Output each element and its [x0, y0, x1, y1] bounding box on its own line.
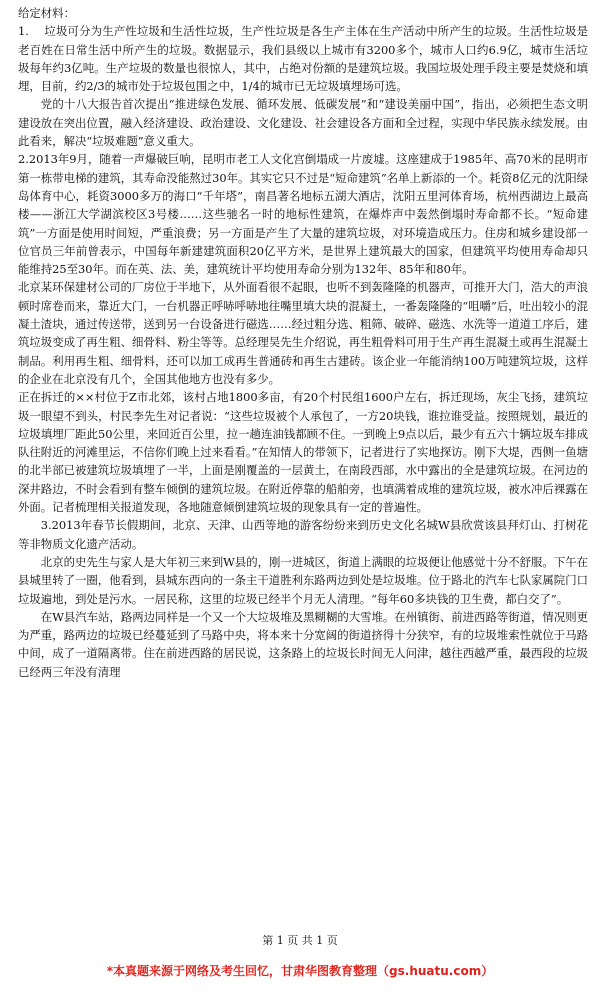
paragraph-5-demolition-village: 正在拆迁的××村位于Z市北郊，该村占地1800多亩，有20个村民组1600户左右，拆迁现场，灰尘飞扬，建筑垃圾一眼望不到头，村民李先生对记者说：“这些垃圾被个人承包了，一方20块钱，谁拉谁受益。按照规划，最近的垃圾填埋厂距此50公里，来回近百公里，拉一趟连油钱都顾不住。一到晚上9点以后，最少有五六十辆垃圾车排成队往附近的河滩里运，不信你们晚上过来看看。”在知情人的带领下，记者进行了实地探访。刚下大堤，西侧一鱼塘的北半部已被建筑垃圾填埋了一半，上面是刚覆盖的一层黄土，在南段西部，水中露出的全是建筑垃圾。在河边的深井路边，不时会看到有整车倾倒的建筑垃圾。在附近停靠的船舶旁，也填满着成堆的建筑垃圾，被水冲后裸露在外面。记者梳理相关报道发现，各地随意倾倒建筑垃圾的现象具有一定的普遍性。: [18, 390, 588, 515]
source-note: *本真题来源于网络及考生回忆，甘肃华图教育整理（gs.huatu.com）: [106, 964, 494, 978]
paragraph-8-bus-station: 在W县汽车站，路两边同样是一个又一个大垃圾堆及黑糊糊的大雪堆。在州镇街、前进西路等街道，情况则更为严重，路两边的垃圾已经蔓延到了马路中央，将本来十分宽阔的街道挤得十分狭窄，有的垃圾堆索性就位于马路中间，成了一道隔离带。住在前进西路的居民说，这条路上的垃圾长时间无人问津，越往西越严重，最西段的垃圾已经两三年没有清理: [18, 609, 588, 679]
paragraph-1-garbage-overview: 1. 垃圾可分为生产性垃圾和生活性垃圾，生产性垃圾是各生产主体在生产活动中所产生的垃圾。生活性垃圾是老百姓在日常生活中所产生的垃圾。数据显示，我们县级以上城市有3200多个，城市人口约6.9亿，城市生活垃圾每年约3亿吨。生产垃圾的数量也很惊人，其中，占绝对份额的是建筑垃圾。我国垃圾处理手段主要是焚烧和填埋，目前，约2/3的城市处于垃圾包围之中，1/4的城市已无垃圾填埋场可选。: [18, 24, 588, 94]
page-number: 第 1 页 共 1 页: [262, 934, 338, 947]
paragraph-4-recycling-company: 北京某环保建材公司的厂房位于半地下，从外面看很不起眼，也听不到轰隆隆的机器声，可推开大门，浩大的声浪顿时席卷而来，靠近大门，一台机器正呼哧呼哧地往嘴里填大块的混凝土，一番轰隆隆的“咀嚼”后，吐出较小的混凝土渣块，通过传送带，送到另一台设备进行磁选……经过粗分选、粗筛、破碎、磁选、水洗等一道道工序后，建筑垃圾变成了再生粗、细骨料、粉尘等等。总经理吴先生介绍说，再生粗骨料可用于生产再生混凝土或再生混凝土制品。利用再生粗、细骨料，还可以加工成再生普通砖和再生古建砖。该企业一年能消纳100万吨建筑垃圾，这样的企业在北京没有几个，全国其他地方也没有多少。: [18, 280, 588, 386]
paragraph-3-short-lived-buildings: 2.2013年9月，随着一声爆破巨响，昆明市老工人文化宫倒塌成一片废墟。这座建成于1985年、高70米的昆明市第一栋带电梯的建筑，其寿命没能熬过30年。其实它只不过是“短命建筑”名单上新添的一个。耗资8亿元的沈阳绿岛体育中心，耗资3000多万的海口“千年塔”，南昌著名地标五湖大酒店，沈阳五里河体育场，杭州西湖边上最高楼——浙江大学湖滨校区3号楼……这些驰名一时的地标性建筑，在爆炸声中轰然倒塌时寿命都不长。“短命建筑”一方面是使用时间短，严重浪费；另一方面是产生了大量的建筑垃圾，对环境造成压力。住房和城乡建设部一位官员三年前曾表示，中国每年新建建筑面积20亿平方米，是世界上建筑最大的国家，但建筑平均使用寿命却只能维持25至30年。而在英、法、美，建筑统计平均使用寿命分别为132年、85年和80年。: [18, 152, 588, 277]
paragraph-7-mr-shi: 北京的史先生与家人是大年初三来到W县的，刚一进城区，街道上满眼的垃圾便让他感觉十分不舒服。下午在县城里转了一圈，他看到，县城东西向的一条主干道胜利东路两边到处是垃圾堆。位于路北的汽车七队家属院门口垃圾遍地，到处是污水。一居民称，这里的垃圾已经半个月无人清理。“每年60多块钱的卫生费，都白交了”。: [18, 554, 588, 606]
materials-heading: 给定材料：: [18, 6, 75, 20]
paragraph-2-eighteenth-congress: 党的十八大报告首次提出“推进绿色发展、循环发展、低碳发展”和“建设美丽中国”，指出，必须把生态文明建设放在突出位置，融入经济建设、政治建设、文化建设、社会建设各方面和全过程，实现中华民族永续发展。由此看来，解决“垃圾难题”意义重大。: [18, 97, 588, 149]
paragraph-6-spring-festival: 3.2013年春节长假期间，北京、天津、山西等地的游客纷纷来到历史文化名城W县欣赏该县拜灯山、打树花等非物质文化遗产活动。: [18, 518, 588, 551]
